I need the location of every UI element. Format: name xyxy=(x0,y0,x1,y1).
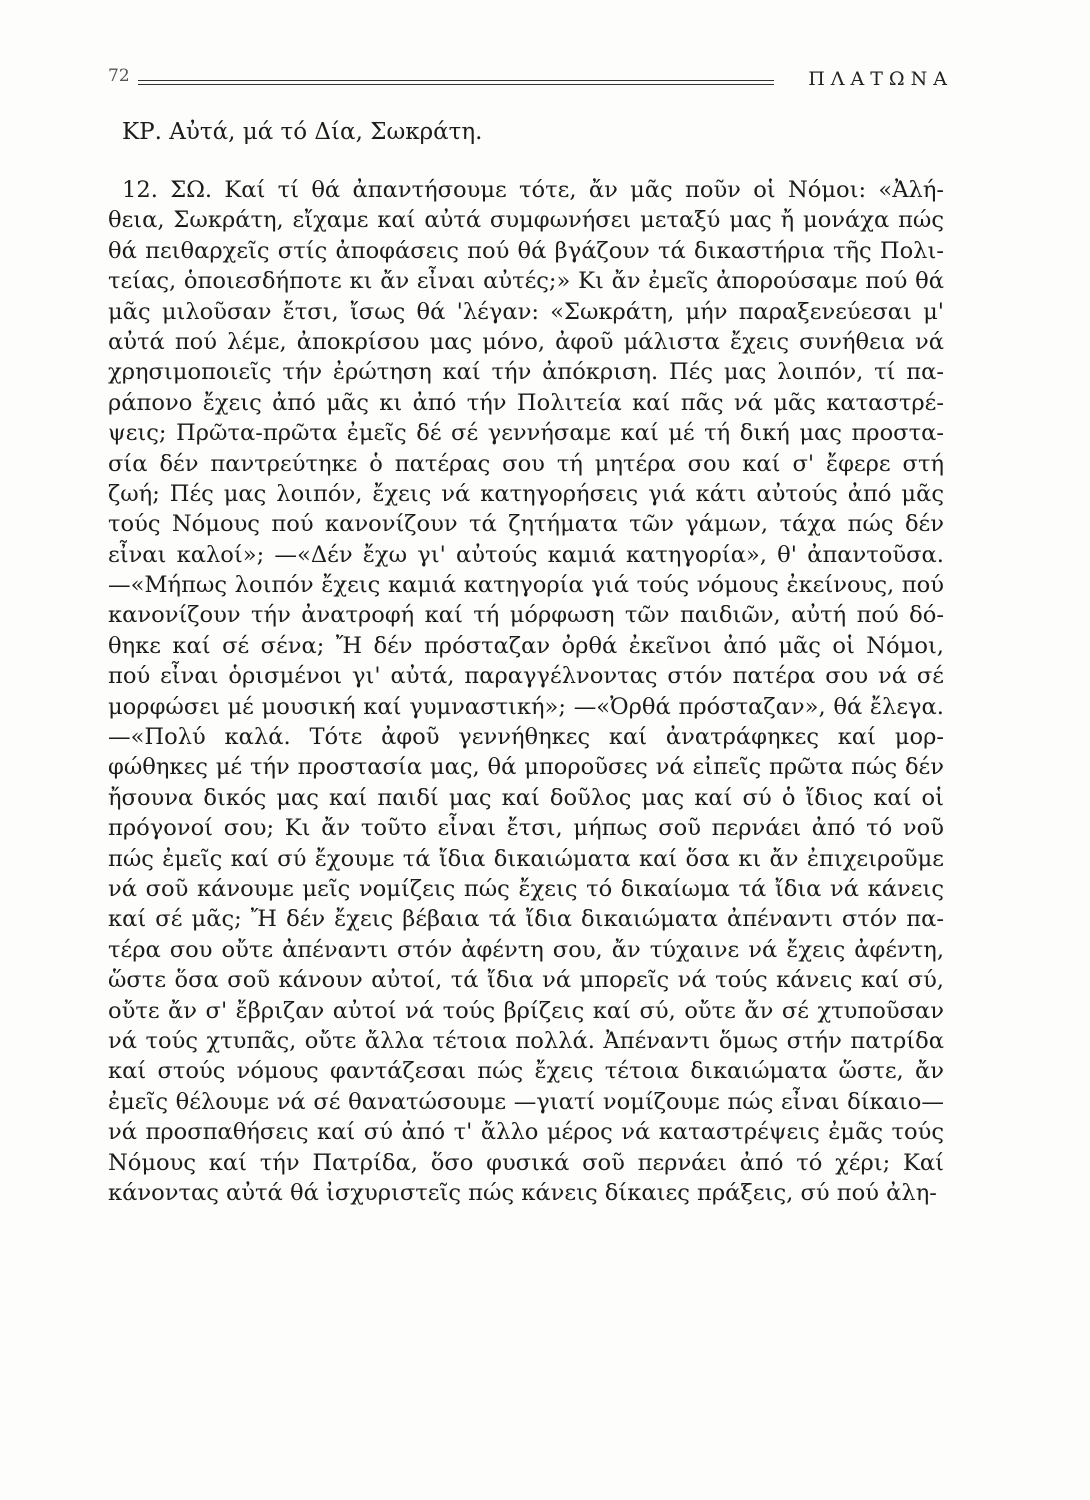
text-line: σία δέν παντρεύτηκε ὁ πατέρας σου τή μητέρα σου καί σ' ἔφερε στή xyxy=(108,450,944,477)
text-line: μορφώσει μέ μουσική καί γυμναστική»; —«Ὀρθά πρόσταζαν», θά ἔλεγα. xyxy=(108,693,944,720)
text-line: ψεις; Πρῶτα-πρῶτα ἐμεῖς δέ σέ γεννήσαμε καί μέ τή δική μας προστα- xyxy=(108,420,944,447)
text-line: κάνοντας αὐτά θά ἰσχυριστεῖς πώς κάνεις δίκαιες πράξεις, σύ πού ἀλη- xyxy=(108,1179,937,1206)
text-line: πρόγονοί σου; Κι ἄν τοῦτο εἶναι ἔτσι, μήπως σοῦ περνάει ἀπό τό νοῦ xyxy=(108,815,944,842)
text-line: μᾶς μιλοῦσαν ἔτσι, ἴσως θά 'λέγαν: «Σωκράτη, μήν παραξενεύεσαι μ' xyxy=(108,298,944,325)
text-line: θηκε καί σέ σένα; Ἤ δέν πρόσταζαν ὀρθά ἐκεῖνοι ἀπό μᾶς οἱ Νόμοι, xyxy=(108,632,944,659)
text-line: εἶναι καλοί»; —«Δέν ἔχω γι' αὐτούς καμιά κατηγορία», θ' ἀπαντοῦσα. xyxy=(108,541,944,568)
text-line: ράπονο ἔχεις ἀπό μᾶς κι ἀπό τήν Πολιτεία καί πᾶς νά μᾶς καταστρέ- xyxy=(108,389,944,416)
text-line: ἐμεῖς θέλουμε νά σέ θανατώσουμε —γιατί νομίζουμε πώς εἶναι δίκαιο— xyxy=(108,1088,944,1115)
body-text xyxy=(108,175,944,1208)
text-line: τέρα σου οὔτε ἀπέναντι στόν ἀφέντη σου, ἄν τύχαινε νά ἔχεις ἀφέντη, xyxy=(108,936,944,963)
text-line: —«Μήπως λοιπόν ἔχεις καμιά κατηγορία γιά τούς νόμους ἐκείνους, πού xyxy=(108,572,944,599)
text-line: 12. ΣΩ. Καί τί θά ἀπαντήσουμε τότε, ἄν μᾶς ποῦν οἱ Νόμοι: «Ἀλή- xyxy=(122,177,944,203)
text-line: νά σοῦ κάνουμε μεῖς νομίζεις πώς ἔχεις τό δικαίωμα τά ἴδια νά κάνεις xyxy=(108,875,944,902)
text-line: ἤσουνα δικός μας καί παιδί μας καί δοῦλος μας καί σύ ὁ ἴδιος καί οἱ xyxy=(108,784,944,811)
text-line: καί στούς νόμους φαντάζεσαι πώς ἔχεις τέτοια δικαιώματα ὥστε, ἄν xyxy=(108,1058,944,1085)
text-line: ὥστε ὅσα σοῦ κάνουν αὐτοί, τά ἴδια νά μπορεῖς νά τούς κάνεις καί σύ, xyxy=(108,967,944,994)
text-line: —«Πολύ καλά. Τότε ἀφοῦ γεννήθηκες καί ἀνατράφηκες καί μορ- xyxy=(108,724,944,751)
text-line: οὔτε ἄν σ' ἔβριζαν αὐτοί νά τούς βρίζεις καί σύ, οὔτε ἄν σέ χτυποῦσαν xyxy=(108,997,944,1024)
text-line: φώθηκες μέ τήν προστασία μας, θά μποροῦσες νά εἰπεῖς πρῶτα πώς δέν xyxy=(108,754,944,781)
text-line: χρησιμοποιεῖς τήν ἐρώτηση καί τήν ἀπόκριση. Πές μας λοιπόν, τί πα- xyxy=(108,359,944,386)
text-line: νά τούς χτυπᾶς, οὔτε ἄλλα τέτοια πολλά. Ἀπέναντι ὅμως στήν πατρίδα xyxy=(108,1027,944,1054)
page-number: 72 xyxy=(108,66,130,86)
text-line: πώς ἐμεῖς καί σύ ἔχουμε τά ἴδια δικαιώματα καί ὅσα κι ἄν ἐπιχειροῦμε xyxy=(108,845,944,872)
text-line: καί σέ μᾶς; Ἤ δέν ἔχεις βέβαια τά ἴδια δικαιώματα ἀπέναντι στόν πα- xyxy=(108,906,944,933)
text-line: τείας, ὁποιεσδήποτε κι ἄν εἶναι αὐτές;» Κι ἄν ἐμεῖς ἀπορούσαμε πού θά xyxy=(108,268,944,295)
text-line: θεια, Σωκράτη, εἴχαμε καί αὐτά συμφωνήσει μεταξύ μας ἤ μονάχα πώς xyxy=(108,207,944,234)
text-line: κανονίζουν τήν ἀνατροφή καί τή μόρφωση τῶν παιδιῶν, αὐτή πού δό- xyxy=(108,602,944,629)
text-line: θά πειθαρχεῖς στίς ἀποφάσεις πού θά βγάζουν τά δικαστήρια τῆς Πολι- xyxy=(108,237,944,264)
text-line: Νόμους καί τήν Πατρίδα, ὅσο φυσικά σοῦ περνάει ἀπό τό χέρι; Καί xyxy=(108,1149,944,1176)
header-rule xyxy=(138,80,774,85)
text-line: αὐτά πού λέμε, ἀποκρίσου μας μόνο, ἀφοῦ μάλιστα ἔχεις συνήθεια νά xyxy=(108,328,944,355)
text-line: νά προσπαθήσεις καί σύ ἀπό τ' ἄλλο μέρος νά καταστρέψεις ἐμᾶς τούς xyxy=(108,1119,944,1146)
text-line: ζωή; Πές μας λοιπόν, ἔχεις νά κατηγορήσεις γιά κάτι αὐτούς ἀπό μᾶς xyxy=(108,480,944,507)
page-header xyxy=(108,62,953,92)
intro-line: ΚΡ. Αὐτά, μά τό Δία, Σωκράτη. xyxy=(122,119,483,145)
text-line: τούς Νόμους πού κανονίζουν τά ζητήματα τῶν γάμων, τάχα πώς δέν xyxy=(108,511,944,538)
text-line: πού εἶναι ὁρισμένοι γι' αὐτά, παραγγέλνοντας στόν πατέρα σου νά σέ xyxy=(108,663,944,690)
running-title: ΠΛΑΤΩΝΑ xyxy=(808,68,953,90)
